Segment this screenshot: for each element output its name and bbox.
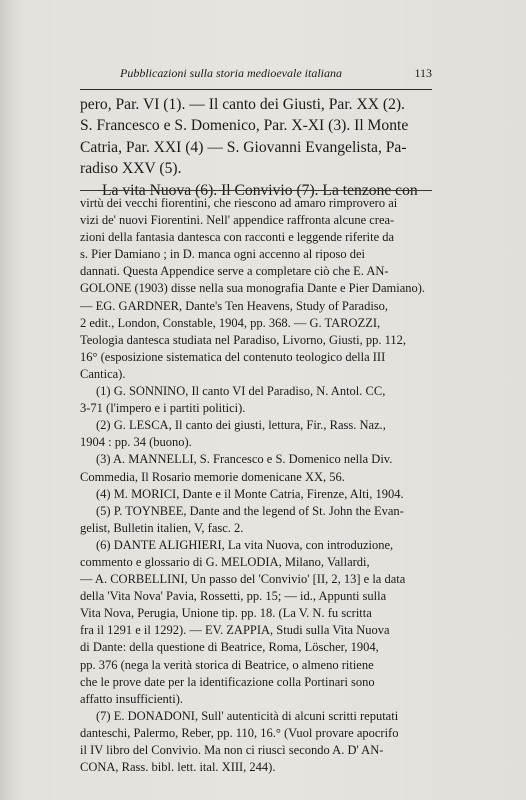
footnote-line: Cantica). <box>80 366 126 381</box>
footnote-line: — A. CORBELLINI, Un passo del 'Convivio' [II, 2, 13] e la data <box>80 572 406 587</box>
header-rule <box>80 89 432 90</box>
footnote-line: GOLONE (1903) disse nella sua monografia Dante e Pier Damiano). <box>80 281 426 296</box>
footnote-line: (1) G. SONNINO, Il canto VI del Paradiso, N. Antol. CC, <box>96 384 386 399</box>
footnote-line: commento e glossario di G. MELODIA, Milano, Vallardi, <box>80 554 370 569</box>
footnote-line: della 'Vita Nova' Pavia, Rossetti, pp. 15; — id., Appunti sulla <box>80 589 387 604</box>
footnote-rule <box>80 190 432 191</box>
main-line: La vita Nuova (6). Il Convivio (7). La tenzone con <box>102 181 418 199</box>
footnote-line: Vita Nova, Perugia, Unione tip. pp. 18. (La V. N. fu scritta <box>80 606 372 621</box>
footnote-line: 1904 : pp. 34 (buono). <box>80 435 192 450</box>
footnote-line: il IV libro del Convivio. Ma non ci riuscì secondo A. D' AN- <box>80 743 384 757</box>
footnotes <box>80 195 432 776</box>
main-line: S. Francesco e S. Domenico, Par. X-XI (3). Il Monte <box>80 117 409 135</box>
footnote-line: virtù dei vecchi fiorentini, che riescono ad amaro rimprovero ai <box>80 196 398 210</box>
footnote-line: — EG. GARDNER, Dante's Ten Heavens, Study of Paradiso, <box>80 298 389 313</box>
footnote-line: Commedia, Il Rosario memorie domenicane XX, 56. <box>80 469 345 484</box>
footnote-line: CONA, Rass. bibl. lett. ital. XIII, 244). <box>80 760 276 775</box>
footnote-line: pp. 376 (nega la verità storica di Beatrice, o almeno ritiene <box>80 657 374 672</box>
footnote-line: (6) DANTE ALIGHIERI, La vita Nuova, con introduzione, <box>96 537 394 552</box>
main-line: pero, Par. VI (1). — Il canto dei Giusti, Par. XX (2). <box>80 96 405 113</box>
footnote-line: (2) G. LESCA, Il canto dei giusti, lettura, Fir., Rass. Naz., <box>96 418 386 433</box>
main-text <box>80 94 432 201</box>
footnote-line: (7) E. DONADONI, Sull' autenticità di alcuni scritti reputati <box>96 708 399 723</box>
page-number: 113 <box>414 66 432 80</box>
footnote-line: 3-71 (l'impero e i partiti politici). <box>80 401 246 416</box>
footnote-line: s. Pier Damiano ; in D. manca ogni accenno al riposo dei <box>80 247 365 262</box>
footnote-line: 2 edit., London, Constable, 1904, pp. 368. — G. TAROZZI, <box>80 315 381 330</box>
running-header <box>80 66 432 81</box>
footnote-line: gelist, Bulletin italien, V, fasc. 2. <box>80 520 244 535</box>
footnote-line: vizi de' nuovi Fiorentini. Nell' appendice raffronta alcune crea- <box>80 213 395 228</box>
footnote-line: dannati. Questa Appendice serve a completare ciò che E. AN- <box>80 264 389 279</box>
footnote-line: (5) P. TOYNBEE, Dante and the legend of St. John the Evan- <box>96 503 404 518</box>
footnote-line: di Dante: della questione di Beatrice, Roma, Löscher, 1904, <box>80 640 379 655</box>
footnote-line: che le prove date per la identificazione colla Portinari sono <box>80 674 375 689</box>
footnote-line: (3) A. MANNELLI, S. Francesco e S. Domenico nella Div. <box>96 452 393 467</box>
footnote-line: fra il 1291 e il 1292). — EV. ZAPPIA, Studi sulla Vita Nuova <box>80 623 390 638</box>
footnote-line: 16° (esposizione sistematica del contenuto teologico della III <box>80 349 386 364</box>
main-line: radiso XXV (5). <box>80 160 182 178</box>
footnote-line: (4) M. MORICI, Dante e il Monte Catria, Firenze, Alti, 1904. <box>96 486 404 501</box>
footnote-line: affatto insufficienti). <box>80 691 183 706</box>
footnote-line: Teologia dantesca studiata nel Paradiso, Livorno, Giusti, pp. 112, <box>80 332 407 347</box>
running-title: Pubblicazioni sulla storia medioevale italiana <box>120 66 342 80</box>
footnote-line: zioni della fantasia dantesca con racconti e leggende riferite da <box>80 230 395 245</box>
main-line: Catria, Par. XXI (4) — S. Giovanni Evangelista, Pa- <box>80 138 407 156</box>
footnote-line: danteschi, Palermo, Reber, pp. 110, 16.° (Vuol provare apocrifo <box>80 725 399 740</box>
